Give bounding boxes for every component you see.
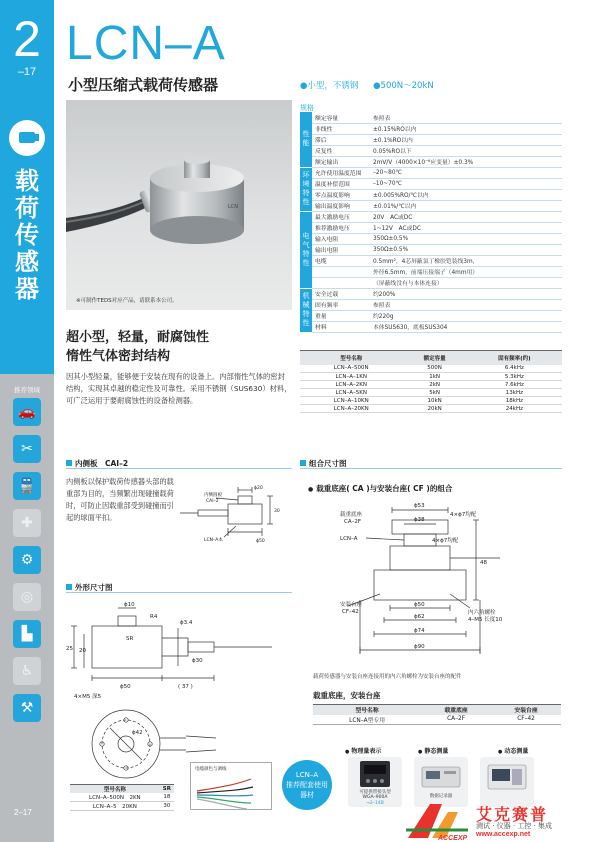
spec-group-label: 机械特性: [300, 288, 312, 332]
tagline: [66, 328, 209, 366]
table-header-row: [300, 351, 562, 365]
dimension-label: SR: [126, 636, 134, 642]
spec-row: [300, 244, 562, 255]
table-row: [300, 405, 562, 413]
section-divider: [66, 468, 292, 469]
spec-value: 2mV/V（4000×10⁻⁶应变量）±0.3%: [370, 156, 562, 167]
dimension-label: ϕ74: [414, 628, 425, 634]
table-cell: 24kHz: [467, 405, 562, 413]
application-icons: [13, 398, 43, 731]
dimension-label: 48: [480, 560, 487, 566]
feature-tags: [300, 79, 446, 91]
spec-value: 350Ω±0.5%: [370, 233, 562, 244]
dimension-label: 4×ϕ7均配: [450, 512, 477, 518]
table-cell: 13kHz: [467, 389, 562, 397]
spec-table: [300, 112, 562, 333]
spec-value: 参照表: [370, 299, 562, 310]
spec-value: –20~80℃: [370, 167, 562, 178]
product-indicator: [348, 757, 402, 807]
spec-value: 约200%: [370, 288, 562, 299]
chapter-tab: [0, 0, 54, 108]
outline-model-table: [70, 784, 174, 811]
product-photo: [66, 100, 292, 310]
spec-key: 允许使用温度范围: [312, 167, 370, 178]
spec-row: [300, 112, 562, 123]
spec-row: [300, 222, 562, 233]
table-header-cell: 载重底座: [421, 705, 491, 715]
cable-color-diagram: [190, 762, 272, 810]
spec-value: 20V AC或DC: [370, 211, 562, 222]
recommended-badge: [282, 760, 332, 810]
table-row: [300, 389, 562, 397]
dimension-label: ϕ62: [414, 614, 425, 620]
strip-category-label: ● 静态测量: [418, 746, 448, 755]
application-field-label: 推荐领域: [14, 386, 40, 394]
spec-value: ±0.15%RO以内: [370, 123, 562, 134]
table-header-cell: SR: [160, 785, 174, 794]
table-cell: 18: [160, 793, 174, 802]
dimension-label: ϕ50: [256, 539, 265, 544]
spec-row: [300, 200, 562, 211]
product-caption: 数据记录器: [429, 794, 453, 799]
table-header-cell: 型号名称: [313, 705, 421, 715]
brand-slogan: 测试 · 仪器 · 工控 · 集成: [476, 822, 553, 830]
spec-key: 电缆: [312, 255, 370, 266]
combo-mount-model: CF–42: [342, 609, 359, 615]
dimension-label: 20: [79, 648, 86, 654]
spec-row: [300, 134, 562, 145]
spec-key: 推荐激励电压: [312, 222, 370, 233]
dimension-label: ϕ53: [414, 503, 425, 509]
dimension-label: 30: [274, 509, 280, 514]
chapter-subnumber: –17: [17, 66, 37, 78]
spec-value: –10~70℃: [370, 178, 562, 189]
spec-key: 输出电阻: [312, 244, 370, 255]
brand-logo: [398, 800, 595, 842]
spec-group-label: 性能: [300, 112, 312, 167]
strip-category-label: ● 动态测量: [498, 746, 528, 755]
table-row: [300, 381, 562, 389]
spec-row: [300, 255, 562, 266]
spec-value: 外径6.5mm，前端压接端子（4mm用）: [370, 266, 562, 277]
dimension-label: ϕ90: [414, 644, 425, 650]
spec-key: 重量: [312, 310, 370, 321]
car-icon: 🚗: [13, 398, 41, 426]
base-table-title: 载重底座，安装台座: [313, 691, 381, 700]
combo-bolt-spec: 4–M5 长度10: [468, 617, 503, 623]
dimension-label: ϕ30: [192, 658, 203, 664]
table-header-cell: 固有频率(约): [467, 351, 562, 365]
spec-value: 约220g: [370, 310, 562, 321]
sensor-body-label: LCN–A本: [204, 538, 223, 543]
product-description: 因其小型轻量，能够便于安装在现有的设备上。内部惰性气体的密封结构，实现其卓越的稳定性及可靠性。采用不锈钢（SUS630）材料，可广泛运用于要耐腐蚀性的设备检测器。: [66, 372, 292, 405]
spec-row: [300, 189, 562, 200]
spec-key: 滞后: [312, 134, 370, 145]
table-header-cell: 型号名称: [300, 351, 402, 365]
base-table: [313, 704, 561, 725]
spec-row: [300, 233, 562, 244]
tagline-line: 惰性气体密封结构: [66, 349, 171, 364]
dimension-label: R4: [150, 614, 158, 620]
table-header-row: [70, 785, 174, 794]
table-header-cell: 安装台座: [491, 705, 561, 715]
table-cell: CA–2F: [421, 715, 491, 725]
table-cell: 7.6kHz: [467, 381, 562, 389]
spec-row: [300, 288, 562, 299]
product-model: WGA–900A: [362, 795, 388, 800]
construction-icon: ⚒: [13, 694, 41, 722]
table-cell: LCN–A型专用: [313, 715, 421, 725]
table-row: [70, 793, 174, 802]
spec-key: 额定输出: [312, 156, 370, 167]
table-cell: 2kN: [402, 381, 466, 389]
dimension-label: 4×ϕ7均配: [432, 538, 459, 544]
spec-value: 本体SUS630，底板SUS304: [370, 321, 562, 332]
spec-key: 最大激励电压: [312, 211, 370, 222]
svg-text:LCN: LCN: [228, 204, 239, 210]
product-subtitle: 小型压缩式载荷传感器: [68, 76, 219, 94]
dimension-label: ϕ50: [414, 602, 425, 608]
inner-plate-header: 内侧板 CAI–2: [66, 458, 128, 469]
model-table: [300, 350, 562, 413]
table-cell: LCN–A–10KN: [300, 397, 402, 405]
spec-value: ±0.1%RO以内: [370, 134, 562, 145]
dimension-label: ϕ42: [132, 730, 143, 736]
spec-key: 零点温度影响: [312, 189, 370, 200]
spec-key: [312, 277, 370, 288]
spec-key: 反复性: [312, 145, 370, 156]
product-page-ref: →2–14B: [366, 801, 384, 806]
spec-row: [300, 178, 562, 189]
dimension-label: ϕ10: [124, 602, 135, 608]
table-cell: LCN–A–2KN: [300, 381, 402, 389]
badge-line: 器材: [300, 791, 314, 799]
dimension-label: ϕ50: [120, 684, 131, 690]
inner-plate-model-label: CAI–2: [206, 499, 219, 504]
wheelchair-icon: ♿: [13, 657, 41, 685]
brand-mark-icon: [398, 800, 476, 842]
feature-tag: ●500N～20kN: [373, 81, 434, 91]
load-cell-category-icon: [9, 120, 45, 156]
spec-value: ±0.01%/℃以内: [370, 200, 562, 211]
table-cell: LCN–A–20KN: [300, 405, 402, 413]
spec-key: 固有频率: [312, 299, 370, 310]
spec-row: [300, 321, 562, 332]
tools-icon: ✂: [13, 435, 41, 463]
table-header-cell: 额定容量: [402, 351, 466, 365]
table-cell: 18kHz: [467, 397, 562, 405]
combo-note: 载荷传感器与安装台座连接用的内六角螺栓为安装台座的配件: [313, 674, 462, 680]
spec-key: 输入电阻: [312, 233, 370, 244]
combo-drawing: [300, 494, 562, 670]
combo-mount-label: 安装台座: [340, 602, 363, 608]
feature-tag: ●小型，不锈钢: [300, 81, 359, 91]
chapter-title-block: [0, 108, 54, 374]
table-row: [313, 715, 561, 725]
spec-value: 0.5mm²，4芯屏蔽氯丁橡胶铠装线3m，: [370, 255, 562, 266]
table-cell: 6.4kHz: [467, 365, 562, 373]
combo-subtitle: ● 载重底座( CA )与安装台座( CF )的组合: [308, 483, 452, 494]
table-cell: 30: [160, 802, 174, 811]
inner-plate-label: 内侧圆板: [204, 493, 222, 498]
combo-bolt-label: 内六角螺栓: [468, 610, 496, 616]
spec-key: [312, 266, 370, 277]
dimension-label: ϕ3.4: [180, 620, 193, 626]
badge-line: 推荐配套使用: [286, 781, 328, 789]
cable-wires: [191, 763, 273, 811]
train-icon: 🚆: [13, 472, 41, 500]
spec-row: [300, 299, 562, 310]
spec-value: 1~12V AC或DC: [370, 222, 562, 233]
combo-header: 组合尺寸图: [300, 458, 347, 469]
combo-base-model: CA–2F: [344, 519, 362, 525]
spec-row: [300, 156, 562, 167]
dimension-label: ( 37 ): [178, 684, 193, 690]
strip-category-label: ● 物理量表示: [345, 746, 381, 755]
spec-key: 安全过载: [312, 288, 370, 299]
table-cell: LCN–A–500N: [300, 365, 402, 373]
table-cell: LCN–A–500N 2KN: [70, 793, 160, 802]
spec-value: ±0.005%RO/℃以内: [370, 189, 562, 200]
product-title: LCN–A: [66, 17, 226, 70]
brand-url: www.accexp.net: [476, 831, 531, 838]
load-cell-illustration: [66, 100, 292, 310]
cable-caption: 电缆颜色与调线: [195, 767, 227, 772]
inner-plate-description: 内侧板以保护载荷传感器头部的载重部为目的，当频繁出现碰撞载荷时，可防止因载重部受到碰撞而引起的球面平扣。: [66, 477, 174, 522]
table-row: [300, 365, 562, 373]
table-cell: LCN–A–1KN: [300, 373, 402, 381]
spec-row: [300, 211, 562, 222]
teds-note: ※可制作TEDS对应产品，请联系本公司。: [76, 298, 178, 304]
gears-icon: ⚙: [13, 546, 41, 574]
table-cell: 1kN: [402, 373, 466, 381]
table-header-cell: 型号名称: [70, 785, 160, 794]
table-cell: 5kN: [402, 389, 466, 397]
table-cell: 10kN: [402, 397, 466, 405]
spec-row: [300, 310, 562, 321]
spec-section-label: 规格: [300, 104, 314, 112]
spec-value: （屏蔽线没有与本体连接）: [370, 277, 562, 288]
chapter-number: 2: [13, 11, 41, 67]
dimension-label: ϕ20: [254, 486, 263, 491]
page-number: 2–17: [14, 808, 32, 817]
disabled-field-icon: ✚: [13, 509, 41, 537]
spec-value: 350Ω±0.5%: [370, 244, 562, 255]
table-row: [300, 373, 562, 381]
table-row: [300, 397, 562, 405]
spec-group-label: 电气特性: [300, 211, 312, 288]
table-cell: LCN–A–5KN: [300, 389, 402, 397]
section-divider: [66, 592, 292, 593]
product-caption: 可提供带接头型: [359, 790, 391, 795]
spec-row: [300, 145, 562, 156]
section-divider: [300, 468, 562, 469]
dimension-label: 25: [66, 646, 73, 652]
spec-value: 0.05%RO以下: [370, 145, 562, 156]
tagline-line: 超小型，轻量，耐腐蚀性: [66, 330, 210, 345]
brand-name: 艾克赛普: [476, 805, 549, 824]
table-cell: 5.3kHz: [467, 373, 562, 381]
table-cell: 500N: [402, 365, 466, 373]
spec-key: 额定容量: [312, 112, 370, 123]
factory-icon: ▙: [13, 620, 41, 648]
dimension-label: ϕ38: [414, 517, 425, 523]
svg-text:ACCEXP: ACCEXP: [438, 835, 468, 842]
badge-line: LCN–A: [295, 771, 319, 779]
spec-row: [300, 167, 562, 178]
outline-drawing: [66, 598, 292, 784]
spec-key: 输出温度影响: [312, 200, 370, 211]
spec-key: 材料: [312, 321, 370, 332]
table-cell: LCN–A–5 20KN: [70, 802, 160, 811]
spec-row: [300, 266, 562, 277]
spec-row: [300, 277, 562, 288]
spring-icon: ◎: [13, 583, 41, 611]
spec-value: 参照表: [370, 112, 562, 123]
spec-row: [300, 123, 562, 134]
chapter-vertical-title: 载荷传感器: [15, 167, 39, 303]
spec-key: 温度补偿范围: [312, 178, 370, 189]
table-row: [70, 802, 174, 811]
table-header-row: [313, 705, 561, 715]
combo-base-label: 载重底座: [340, 512, 363, 518]
spec-key: 非线性: [312, 123, 370, 134]
table-cell: 20kN: [402, 405, 466, 413]
chapter-rail: [0, 0, 54, 842]
hole-spec-label: 4×M5 深5: [74, 694, 102, 700]
spec-group-label: 环境特性: [300, 167, 312, 211]
combo-sensor-label: LCN–A: [340, 536, 358, 542]
table-cell: CF–42: [491, 715, 561, 725]
outline-header: 外形尺寸图: [66, 582, 113, 593]
inner-plate-drawing: [180, 482, 292, 554]
